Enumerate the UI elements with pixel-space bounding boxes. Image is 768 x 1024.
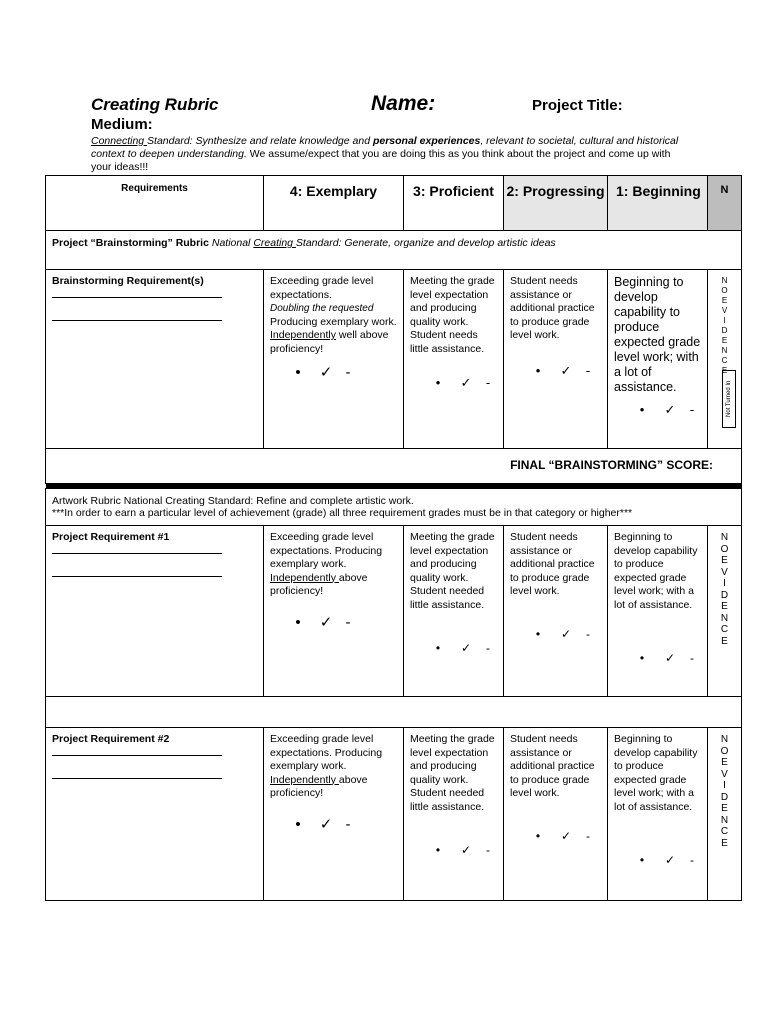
check-mark[interactable]: ✓ bbox=[664, 853, 676, 867]
requirement-1-exemplary-cell bbox=[264, 526, 404, 697]
bullet-mark[interactable]: • bbox=[435, 375, 441, 390]
brainstorm-beginning-text: Beginning to develop capability to produce expected grade level work; with a lot of assistance. bbox=[614, 275, 701, 394]
bullet-mark[interactable]: • bbox=[535, 363, 541, 378]
no-evidence-letter: I bbox=[723, 316, 726, 325]
check-mark[interactable]: ✓ bbox=[560, 829, 572, 843]
marks bbox=[524, 364, 596, 378]
blank-line bbox=[52, 554, 222, 577]
medium-label: Medium: bbox=[91, 116, 153, 133]
bullet-mark[interactable]: • bbox=[295, 816, 301, 833]
no-evidence-letter: O bbox=[720, 745, 729, 757]
no-evidence-letter: N bbox=[720, 814, 729, 826]
requirement-2-above: above proficiency! bbox=[270, 773, 368, 799]
no-evidence-letter: O bbox=[720, 543, 729, 555]
brainstorm-proficient-text2: Student needs little assistance. bbox=[410, 329, 485, 355]
blank-line bbox=[52, 747, 222, 756]
requirement-1-independently: Independently bbox=[270, 571, 339, 584]
requirement-2-beginning-text: Beginning to develop capability to produce expected grade level work; with a lot of assistance. bbox=[614, 733, 698, 813]
intro-part1: Standard: Synthesize and relate knowledge and bbox=[147, 135, 373, 147]
check-mark[interactable]: ✓ bbox=[460, 641, 472, 655]
no-evidence-letter: E bbox=[721, 757, 728, 768]
requirement-2-exemplary-cell bbox=[264, 728, 404, 901]
no-evidence-letter: N bbox=[721, 276, 728, 285]
dash-mark[interactable]: - bbox=[345, 364, 351, 381]
no-evidence-letter: E bbox=[721, 296, 728, 305]
no-evidence-letter: C bbox=[720, 826, 729, 837]
requirement-1-cell bbox=[46, 526, 264, 697]
bullet-mark[interactable]: • bbox=[435, 843, 441, 857]
marks bbox=[628, 402, 700, 417]
artwork-standard-line2: ***In order to earn a particular level of achievement (grade) all three requirement grades must be in that category or higher*** bbox=[52, 507, 633, 519]
requirement-1-beginning-text: Beginning to develop capability to produce expected grade level work; with a lot of assistance. bbox=[614, 531, 698, 611]
requirement-2-beginning-cell bbox=[608, 728, 708, 901]
dash-mark[interactable]: - bbox=[586, 829, 590, 843]
header-beginning: 1: Beginning bbox=[608, 176, 708, 231]
brainstorm-proficient-text: Meeting the grade level expectation and producing quality work. bbox=[410, 275, 495, 328]
check-mark[interactable]: ✓ bbox=[319, 816, 333, 833]
requirement-2-proficient-text2: Student needed little assistance. bbox=[410, 787, 485, 813]
requirement-2-no-evidence-cell bbox=[708, 728, 742, 901]
blank-line bbox=[52, 756, 222, 779]
brainstorm-exemplary-text3: Producing exemplary work. Independently well above proficiency! bbox=[270, 315, 397, 355]
requirement-1-no-evidence-cell bbox=[708, 526, 742, 697]
marks bbox=[284, 366, 356, 380]
blank-line bbox=[52, 545, 222, 554]
no-evidence-letter: C bbox=[721, 356, 728, 365]
requirement-2-progressing-cell bbox=[504, 728, 608, 901]
dash-mark[interactable]: - bbox=[485, 375, 491, 390]
no-evidence-letter: E bbox=[721, 635, 728, 647]
bullet-mark[interactable]: • bbox=[535, 829, 541, 843]
intro-bold: personal experiences bbox=[372, 135, 481, 147]
check-mark[interactable]: ✓ bbox=[460, 375, 472, 390]
dash-mark[interactable]: - bbox=[486, 843, 490, 857]
requirement-1-row bbox=[46, 526, 742, 697]
requirement-1-proficient-text2: Student needed little assistance. bbox=[410, 585, 485, 611]
brainstorm-exemplary-cell bbox=[264, 270, 404, 449]
brainstorm-national: National bbox=[208, 237, 254, 249]
requirement-2-proficient-cell bbox=[404, 728, 504, 901]
header-row bbox=[46, 176, 742, 231]
not-turned-in-box[interactable]: Not Turned In bbox=[722, 370, 736, 428]
spacer-row bbox=[46, 697, 742, 728]
intro-part2: , relevant to societal, cultural and historical context to deepen understanding. bbox=[91, 135, 679, 160]
requirement-2-label: Project Requirement #2 bbox=[52, 733, 170, 745]
no-evidence-letter: N bbox=[720, 612, 729, 624]
no-evidence-letter: E bbox=[721, 803, 728, 814]
brainstorm-proficient-cell bbox=[404, 270, 504, 449]
check-mark[interactable]: ✓ bbox=[560, 363, 572, 378]
brainstorm-requirement-cell bbox=[46, 270, 264, 449]
marks bbox=[628, 854, 700, 868]
requirement-1-proficient-text: Meeting the grade level expectation and producing quality work. bbox=[410, 531, 495, 584]
connecting-word: Connecting bbox=[91, 135, 148, 147]
no-evidence-letter: E bbox=[721, 837, 728, 849]
no-evidence-vertical bbox=[708, 532, 741, 647]
check-mark[interactable]: ✓ bbox=[664, 651, 676, 665]
no-evidence-letter: C bbox=[720, 624, 729, 635]
no-evidence-letter: D bbox=[721, 326, 728, 335]
requirement-1-exemplary-text: Exceeding grade level expectations. Producing exemplary work. bbox=[270, 531, 383, 570]
no-evidence-letter: V bbox=[721, 768, 728, 780]
marks bbox=[284, 818, 356, 832]
no-evidence-letter: D bbox=[720, 791, 729, 803]
intro-part3: We assume/expect that you are doing this as you think about the project and come up with your ideas!!! bbox=[91, 148, 671, 173]
bullet-mark[interactable]: • bbox=[639, 651, 645, 665]
dash-mark[interactable]: - bbox=[345, 614, 351, 631]
no-evidence-letter: N bbox=[720, 532, 729, 543]
no-evidence-letter: D bbox=[720, 589, 729, 601]
bullet-mark[interactable]: • bbox=[435, 641, 441, 655]
no-evidence-letter: E bbox=[721, 336, 728, 345]
no-evidence-letter: I bbox=[723, 780, 726, 791]
brainstorm-standard bbox=[46, 231, 742, 270]
brainstorm-progressing-cell bbox=[504, 270, 608, 449]
marks bbox=[424, 844, 496, 858]
no-evidence-letter: E bbox=[721, 555, 728, 566]
bullet-mark[interactable]: • bbox=[295, 364, 301, 381]
final-score-label: FINAL “BRAINSTORMING” SCORE: bbox=[46, 449, 742, 484]
marks bbox=[424, 376, 496, 390]
check-mark[interactable]: ✓ bbox=[560, 627, 572, 641]
dash-mark[interactable]: - bbox=[586, 627, 590, 641]
bullet-mark[interactable]: • bbox=[535, 627, 541, 641]
check-mark[interactable]: ✓ bbox=[319, 364, 333, 381]
no-evidence-letter: E bbox=[721, 601, 728, 612]
rubric-table bbox=[45, 175, 742, 901]
name-label: Name: bbox=[371, 92, 436, 115]
artwork-standard-line1: Artwork Rubric National Creating Standard: Refine and complete artistic work. bbox=[52, 495, 414, 507]
requirement-1-progressing-text: Student needs assistance or additional practice to produce grade level work. bbox=[510, 531, 595, 597]
requirement-2-proficient-text: Meeting the grade level expectation and producing quality work. bbox=[410, 733, 495, 786]
brainstorm-beginning-cell bbox=[608, 270, 708, 449]
bullet-mark[interactable]: • bbox=[295, 614, 301, 631]
requirement-2-progressing-text: Student needs assistance or additional practice to produce grade level work. bbox=[510, 733, 595, 799]
dash-mark[interactable]: - bbox=[690, 853, 694, 867]
requirement-1-beginning-cell bbox=[608, 526, 708, 697]
marks bbox=[628, 652, 700, 666]
requirement-2-independently: Independently bbox=[270, 773, 339, 786]
brainstorm-creating: Creating bbox=[253, 237, 296, 249]
check-mark[interactable]: ✓ bbox=[664, 402, 676, 417]
header-requirements: Requirements bbox=[46, 176, 264, 231]
brainstorm-no-evidence-cell bbox=[708, 270, 742, 449]
blank-line bbox=[52, 298, 222, 321]
no-evidence-letter: O bbox=[721, 286, 728, 295]
brainstorm-exemplary-text1: Exceeding grade level expectations. bbox=[270, 275, 374, 301]
check-mark[interactable]: ✓ bbox=[319, 614, 333, 631]
connecting-standard-text bbox=[91, 135, 691, 174]
brainstorm-rubric-label: Project “Brainstorming” Rubric bbox=[52, 237, 209, 249]
no-evidence-vertical bbox=[708, 276, 741, 376]
marks bbox=[424, 642, 496, 656]
header-exemplary: 4: Exemplary bbox=[264, 176, 404, 231]
requirement-1-label: Project Requirement #1 bbox=[52, 531, 170, 543]
marks bbox=[524, 830, 596, 844]
brainstorm-row bbox=[46, 270, 742, 449]
dash-mark[interactable]: - bbox=[486, 641, 490, 655]
brainstorm-requirement-label: Brainstorming Requirement(s) bbox=[52, 275, 204, 287]
no-evidence-letter: V bbox=[721, 306, 728, 315]
brainstorm-exemplary-text2: Doubling the requested bbox=[270, 303, 374, 314]
bullet-mark[interactable]: • bbox=[639, 853, 645, 867]
rubric-title: Creating Rubric bbox=[91, 95, 219, 114]
no-evidence-letter: N bbox=[721, 346, 728, 355]
no-evidence-vertical bbox=[708, 734, 741, 849]
dash-mark[interactable]: - bbox=[345, 816, 351, 833]
header-n: N bbox=[708, 176, 742, 231]
requirement-1-above: above proficiency! bbox=[270, 571, 368, 597]
no-evidence-letter: N bbox=[720, 734, 729, 745]
no-evidence-letter: I bbox=[723, 578, 726, 589]
brainstorm-standard-text: Standard: Generate, organize and develop artistic ideas bbox=[295, 237, 556, 249]
requirement-2-exemplary-text: Exceeding grade level expectations. Producing exemplary work. bbox=[270, 733, 383, 772]
dash-mark[interactable]: - bbox=[690, 651, 694, 665]
artwork-standard-row bbox=[46, 489, 742, 526]
artwork-standard bbox=[46, 489, 742, 526]
requirement-2-row bbox=[46, 728, 742, 901]
bullet-mark[interactable]: • bbox=[639, 402, 645, 417]
marks bbox=[284, 616, 356, 630]
blank-line bbox=[52, 289, 222, 298]
brainstorm-progressing-text: Student needs assistance or additional practice to produce grade level work. bbox=[510, 275, 595, 341]
dash-mark[interactable]: - bbox=[689, 402, 695, 417]
marks bbox=[524, 628, 596, 642]
no-evidence-letter: E bbox=[721, 366, 728, 375]
final-score-row bbox=[46, 449, 742, 484]
no-evidence-letter: V bbox=[721, 566, 728, 578]
header-proficient: 3: Proficient bbox=[404, 176, 504, 231]
check-mark[interactable]: ✓ bbox=[460, 843, 472, 857]
project-title-label: Project Title: bbox=[532, 97, 623, 114]
requirement-1-progressing-cell bbox=[504, 526, 608, 697]
header-progressing: 2: Progressing bbox=[504, 176, 608, 231]
requirement-2-cell bbox=[46, 728, 264, 901]
brainstorm-standard-row bbox=[46, 231, 742, 270]
dash-mark[interactable]: - bbox=[585, 363, 591, 378]
requirement-1-proficient-cell bbox=[404, 526, 504, 697]
